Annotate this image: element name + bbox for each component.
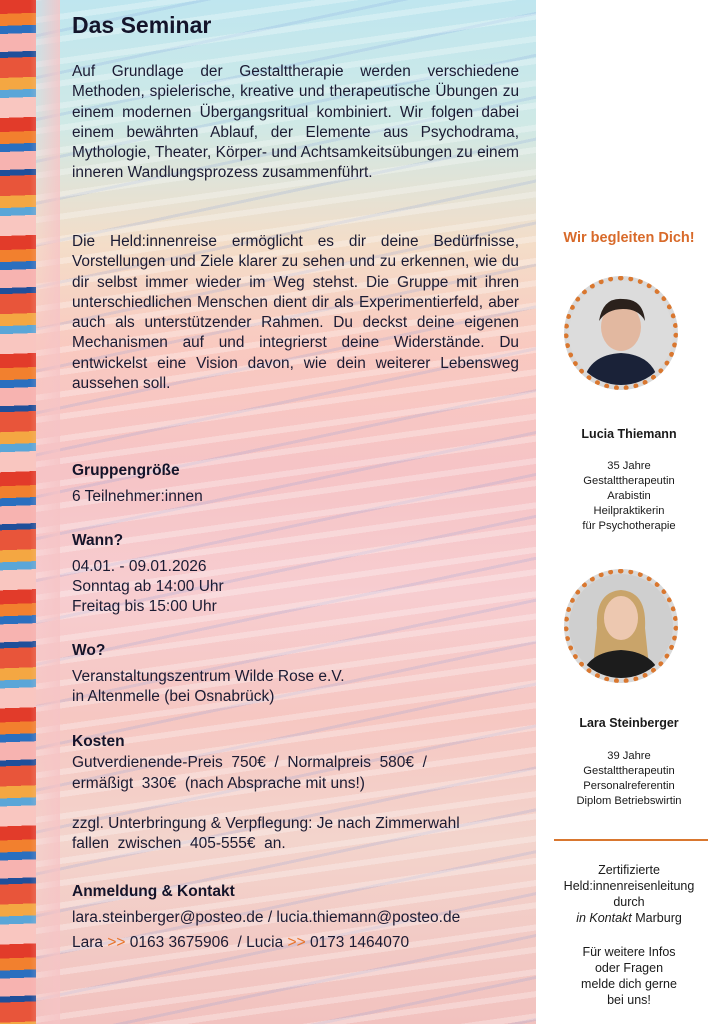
person1-role: für Psychotherapie — [582, 520, 676, 532]
cert-line-2: Held:innenreisenleitung — [563, 879, 695, 893]
accommodation-note: zzgl. Unterbringung & Verpflegung: Je nach Zimmerwahl — [72, 815, 460, 832]
portrait-lucia — [564, 276, 678, 390]
person2-age: 39 Jahre — [607, 750, 651, 762]
person-icon — [569, 281, 673, 385]
cert-line-4 — [536, 910, 722, 926]
phone-lara[interactable]: 0163 3675906 — [129, 934, 229, 951]
person2-name: Lara Steinberger — [579, 716, 679, 730]
person2-role: Personalreferentin — [583, 780, 675, 792]
when-start: Sonntag ab 14:00 Uhr — [72, 578, 224, 595]
when-dates: 04.01. - 09.01.2026 — [72, 558, 207, 575]
when-label: Wann? — [72, 532, 124, 549]
accommodation-price: fallen zwischen 405-555€ an. — [72, 835, 286, 852]
person1-role: Arabistin — [607, 490, 651, 502]
info-line-3: melde dich gerne — [581, 977, 677, 991]
person1-role: Gestalttherapeutin — [583, 475, 675, 487]
divider — [554, 839, 708, 841]
cert-org-city: Marburg — [635, 911, 682, 925]
costs-prices: Gutverdienende-Preis 750€ / Normalpreis 580€ / — [72, 754, 427, 771]
contact-label: Anmeldung & Kontakt — [72, 883, 235, 900]
cert-org-italic: in Kontakt — [576, 911, 632, 925]
strip-fade — [30, 0, 60, 1024]
person1-age: 35 Jahre — [607, 460, 651, 472]
info-line-1: Für weitere Infos — [582, 945, 676, 959]
person1-role: Heilpraktikerin — [593, 505, 665, 517]
group-size-value: 6 Teilnehmer:innen — [72, 488, 203, 505]
where-venue: Veranstaltungszentrum Wilde Rose e.V. — [72, 668, 345, 685]
seminar-paragraph-2: Die Held:innenreise ermöglicht es dir deine Bedürfnisse, Vorstellungen und Ziele klarer zu sehen und zu erkennen, wie du dir selbst immer wieder im Weg stehst. Die Gruppe mit ihren unterschiedlichen Menschen dient dir als Experimentierfeld, aber auch als unterstützender Rahmen. Du deckst deine eigenen Mechanismen auf und integrierst deine Widerstände. Du entwickelst eine Vision davon, wie dein weiterer Lebensweg aussehen soll. — [72, 233, 519, 393]
when-end: Freitag bis 15:00 Uhr — [72, 598, 217, 615]
costs-label: Kosten — [72, 733, 125, 750]
seminar-paragraph-1: Auf Grundlage der Gestalttherapie werden verschiedene Methoden, spielerische, kreative und therapeutische Übungen zu einem modernen Übergangsritual kombiniert. Wir folgen dabei einem bewährten Ablauf, der Elemente aus Psychodrama, Mythologie, Theater, Körper- und Achtsamkeitsübungen zu einem inneren Wandlungsprozess zusammenführt. — [72, 63, 519, 182]
person2-role: Gestalttherapeutin — [583, 765, 675, 777]
phone-lucia[interactable]: 0173 1464070 — [309, 934, 410, 951]
team-heading: Wir begleiten Dich! — [563, 230, 695, 246]
costs-reduced: ermäßigt 330€ (nach Absprache mit uns!) — [72, 775, 365, 792]
where-place: in Altenmelle (bei Osnabrück) — [72, 688, 275, 705]
person-icon — [569, 574, 673, 678]
cert-line-3: durch — [613, 895, 645, 909]
portrait-lara — [564, 569, 678, 683]
info-line-2: oder Fragen — [594, 961, 664, 975]
person1-name: Lucia Thiemann — [581, 427, 677, 441]
arrow-icon: >> — [107, 934, 126, 951]
team-sidebar — [536, 0, 722, 1024]
contact-phones — [72, 933, 409, 953]
info-line-4: bei uns! — [607, 993, 651, 1007]
phone-separator: / Lucia — [237, 934, 284, 951]
group-size-label: Gruppengröße — [72, 462, 180, 479]
person2-role: Diplom Betriebswirtin — [576, 795, 682, 807]
page-title: Das Seminar — [72, 12, 212, 38]
cert-line-1: Zertifizierte — [598, 863, 660, 877]
where-label: Wo? — [72, 642, 106, 659]
arrow-icon: >> — [287, 934, 306, 951]
contact-emails[interactable]: lara.steinberger@posteo.de / lucia.thiemann@posteo.de — [72, 909, 461, 926]
phone-lara-name: Lara — [72, 934, 104, 951]
